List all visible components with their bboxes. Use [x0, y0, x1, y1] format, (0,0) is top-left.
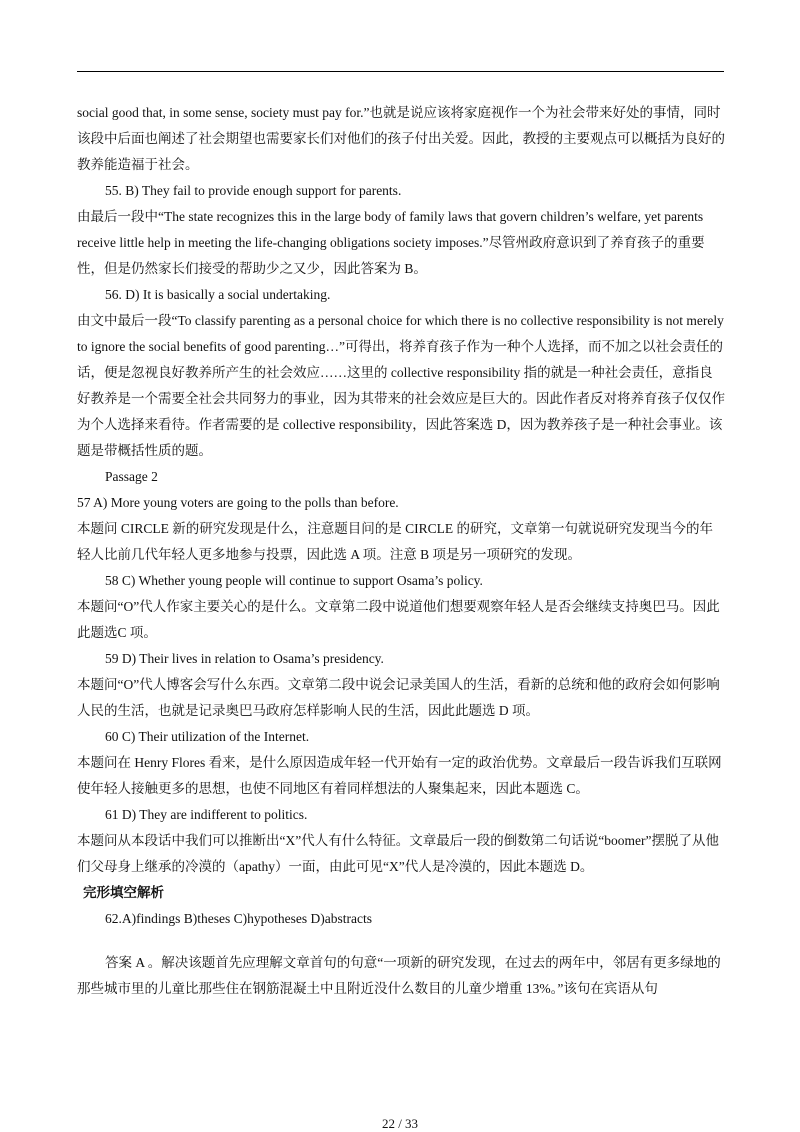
question-56-answer: 56. D) It is basically a social undertaking. — [105, 287, 331, 302]
question-62-options: 62.A)findings B)theses C)hypotheses D)abstracts — [105, 911, 372, 926]
question-56-explanation: 由文中最后一段“To classify parenting as a personal choice for which there is no collective responsibility is not merely to ignore the social benefits of good parenting…”可得出，将养育孩子作为一种个人选择，而不加之以社会责任的话，便是忽视良好教养所产生的社会效应……这里的 collective responsibility 指的就是一种社会责任，意指良好教养是一个需要全社会共同努力的事业，因为其带来的社会效应是巨大的。因此作者反对将养育孩子仅仅作为个人选择来看待。作者需要的是 collective responsibility，因此答案选 D，因为教养孩子是一种社会事业。该题是带概括性质的题。 — [77, 313, 725, 458]
question-61-answer: 61 D) They are indifferent to politics. — [105, 807, 308, 822]
question-61-explanation: 本题问从本段话中我们可以推断出“X”代人有什么特征。文章最后一段的倒数第二句话说“boomer”摆脱了从他们父母身上继承的冷漠的（apathy）一面，由此可见“X”代人是冷漠的，因此本题选 D。 — [77, 833, 719, 874]
page-number: 22 / 33 — [381, 1116, 419, 1131]
question-60-explanation: 本题问在 Henry Flores 看来，是什么原因造成年轻一代开始有一定的政治优势。文章最后一段告诉我们互联网使年轻人接触更多的思想，也使不同地区有着同样想法的人聚集起来，因此本题选 C。 — [77, 755, 722, 796]
question-58-answer: 58 C) Whether young people will continue to support Osama’s policy. — [105, 573, 483, 588]
question-60-answer: 60 C) Their utilization of the Internet. — [105, 729, 310, 744]
passage-heading: Passage 2 — [105, 469, 158, 484]
question-58-explanation: 本题问“O”代人作家主要关心的是什么。文章第二段中说道他们想要观察年轻人是否会继续支持奥巴马。因此此题选C 项。 — [77, 599, 720, 640]
question-62-explanation: 答案 A 。解决该题首先应理解文章首句的句意“一项新的研究发现，在过去的两年中，邻居有更多绿地的那些城市里的儿童比那些住在钢筋混凝土中且附近没什么数目的儿童少增重 13%。”该句在宾语从句 — [77, 955, 721, 996]
paragraph-54-explanation: social good that, in some sense, society must pay for.”也就是说应该将家庭视作一个为社会带来好处的事情，同时该段中后面也阐述了社会期望也需要家长们对他们的孩子付出关爱。因此，教授的主要观点可以概括为良好的教养能造福于社会。 — [77, 105, 725, 172]
question-59-explanation: 本题问“O”代人博客会写什么东西。文章第二段中说会记录美国人的生活，看新的总统和他的政府会如何影响人民的生活，也就是记录奥巴马政府怎样影响人民的生活，因此此题选 D 项。 — [77, 677, 720, 718]
question-57-explanation: 本题问 CIRCLE 新的研究发现是什么，注意题目问的是 CIRCLE 的研究，文章第一句就说研究发现当今的年轻人比前几代年轻人更多地参与投票，因此选 A 项。注意 B 项是另一项研究的发现。 — [77, 521, 714, 562]
question-55-explanation: 由最后一段中“The state recognizes this in the large body of family laws that govern children’s welfare, yet parents receive little help in meeting the life-changing obligations society imposes.”尽管州政府意识到了养育孩子的重要性，但是仍然家长们接受的帮助少之又少，因此答案为 B。 — [77, 209, 705, 276]
document-body — [77, 100, 725, 1002]
header-rule — [77, 71, 724, 72]
question-59-answer: 59 D) Their lives in relation to Osama’s presidency. — [105, 651, 384, 666]
section-heading-cloze: 完形填空解析 — [83, 885, 164, 900]
question-57-answer: 57 A) More young voters are going to the polls than before. — [77, 495, 399, 510]
question-55-answer: 55. B) They fail to provide enough support for parents. — [105, 183, 402, 198]
